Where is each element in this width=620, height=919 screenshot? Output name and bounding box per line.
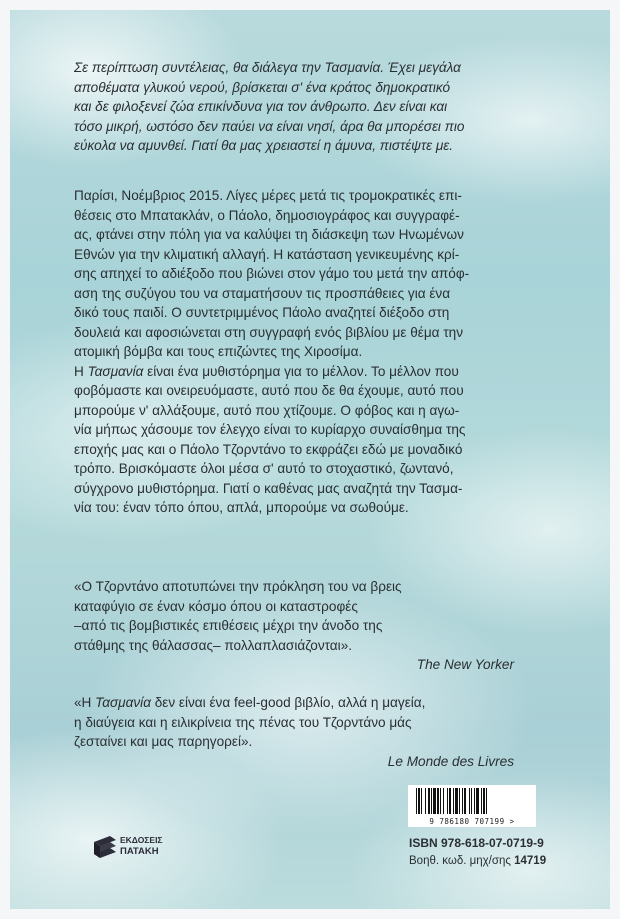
intro-line: τόσο μικρή, ωστόσο δεν παύει να είναι νησί, άρα θα μπορέσει πιο [74, 118, 465, 134]
synopsis-line: σύγχρονο μυθιστόρημα. Γιατί ο καθένας μας αναζητά την Τασμα- [74, 480, 463, 496]
barcode-bar [459, 788, 460, 814]
intro-line: εύκολα να αμυνθεί. Γιατί θα μας χρειαστεί η άμυνα, πιστέψτε με. [74, 138, 454, 153]
quote-line: «Ο Τζορντάνο αποτυπώνει την πρόκληση του να βρεις [74, 579, 402, 594]
isbn-barcode [408, 785, 536, 827]
synopsis-line: σης απηχεί το αδιέξοδο που βιώνει στον γάμο του μετά την απόφ- [74, 266, 470, 281]
barcode-bar [428, 788, 430, 814]
barcode-bar [416, 788, 417, 814]
barcode-bar [437, 788, 439, 814]
review-quote-new-yorker [74, 577, 514, 675]
publisher-line1: ΕΚΔΟΣΕΙΣ [120, 835, 163, 845]
barcode-number: 9 786180 707199 > [429, 817, 515, 826]
synopsis-line: αση της συζύγου του να σταματήσουν τις προσπάθειες για ένα [74, 285, 451, 301]
synopsis [74, 186, 552, 518]
book-back-cover [10, 10, 610, 909]
synopsis-line: φοβόμαστε και ονειρευόμαστε, αυτό που δε θα έχουμε, αυτό που [74, 383, 464, 398]
quote-line: –από τις βομβιστικές επιθέσεις μέχρι την άνοδο της [74, 618, 383, 633]
book-title-italic: Τασμανία [87, 363, 144, 379]
aux-code: Βοηθ. κωδ. μηχ/σης 14719 [409, 855, 547, 867]
barcode-bar [425, 788, 426, 814]
intro-line: αποθέματα γλυκού νερού, βρίσκεται σ' ένα κράτος δημοκρατικό [74, 79, 451, 95]
barcode-bar [431, 788, 432, 814]
barcode-bar [476, 788, 479, 814]
barcode-bars [408, 785, 536, 817]
barcode-bar [462, 788, 463, 814]
barcode-bar [486, 788, 487, 814]
barcode-bar [453, 788, 454, 814]
quote-line: στάθμης της θάλασσας– πολλαπλασιάζονται». [74, 637, 353, 653]
synopsis-line: θέσεις στο Μπατακλάν, ο Πάολο, δημοσιογράφος και συγγραφέ- [74, 207, 460, 223]
barcode-bar [455, 788, 458, 814]
synopsis-line: τρόπο. Βρισκόμαστε όλοι μέσα σ' αυτό το στοχαστικό, ζωντανό, [74, 461, 454, 476]
synopsis-line: δικό τους παιδί. Ο συντετριμμένος Πάολο αναζητεί διέξοδο στη [74, 305, 450, 320]
aux-code-value: 14719 [514, 855, 547, 867]
quote-line: «Η Τασμανία δεν είναι ένα feel-good βιβλίο, αλλά η μαγεία, [74, 695, 426, 710]
intro-passage [74, 58, 552, 156]
publisher-books-icon [92, 832, 118, 862]
barcode-bar [418, 788, 420, 814]
quote-line: ζεσταίνει και μας παρηγορεί». [74, 734, 253, 749]
publisher-name [120, 835, 163, 857]
isbn-number: ISBN 978-618-07-0719-9 [409, 836, 544, 850]
book-title-italic: Τασμανία [95, 695, 151, 710]
barcode-bar [433, 788, 436, 814]
synopsis-line: Η Τασμανία είναι ένα μυθιστόρημα για το μέλλον. Το μέλλον που [74, 363, 459, 379]
intro-line: και δε φιλοξενεί ζώα επικίνδυνα για τον άνθρωπο. Δεν είναι και [74, 99, 448, 114]
barcode-bar [469, 788, 470, 814]
synopsis-line: Εθνών για την κλιματική αλλαγή. Η κατάσταση γενικευμένης κρί- [74, 246, 460, 262]
barcode-bar [483, 788, 485, 814]
barcode-bar [481, 788, 482, 814]
barcode-bar [447, 788, 448, 814]
barcode-bar [443, 788, 444, 814]
publisher-logo [92, 832, 182, 866]
synopsis-line: δουλειά και αφοσιώνεται στη συγγραφή ενός βιβλίου με θέμα την [74, 324, 464, 340]
barcode-bar [464, 788, 466, 814]
synopsis-line: εποχής μας και ο Πάολο Τζορντάνο το εκφράζει εδώ με μοναδικό [74, 441, 463, 457]
barcode-bar [474, 788, 475, 814]
barcode-bar [449, 788, 451, 814]
quote-source: The New Yorker [416, 657, 514, 672]
barcode-bar [471, 788, 472, 814]
review-quote-le-monde [74, 693, 514, 771]
quote-line: η διαύγεια και η ειλικρίνεια της πένας του Τζορντάνο μάς [74, 714, 412, 730]
quote-line: καταφύγιο σε έναν κόσμο όπου οι καταστροφές [74, 598, 358, 614]
barcode-bar [440, 788, 441, 814]
publisher-line2: ΠΑΤΑΚΗ [120, 846, 159, 857]
synopsis-line: ας, φτάνει στην πόλη για να καλύψει τη διάσκεψη των Ηνωμένων [74, 227, 464, 242]
intro-line: Σε περίπτωση συντέλειας, θα διάλεγα την Τασμανία. Έχει μεγάλα [74, 60, 461, 75]
synopsis-line: νία του: έναν τόπο όπου, απλά, μπορούμε να σωθούμε. [74, 500, 409, 515]
synopsis-line: μπορούμε ν' αλλάξουμε, αυτό που χτίζουμε. Ο φόβος και η αγω- [74, 402, 460, 418]
synopsis-line: ατομική βόμβα και τους επιζώντες της Χιροσίμα. [74, 344, 363, 359]
barcode-bar [421, 788, 422, 814]
synopsis-line: νία μήπως χάσουμε τον έλεγχο είναι το κυρίαρχο συναίσθημα της [74, 422, 466, 437]
synopsis-line: Παρίσι, Νοέμβριος 2015. Λίγες μέρες μετά τις τρομοκρατικές επι- [74, 188, 462, 203]
quote-source: Le Monde des Livres [387, 753, 514, 769]
